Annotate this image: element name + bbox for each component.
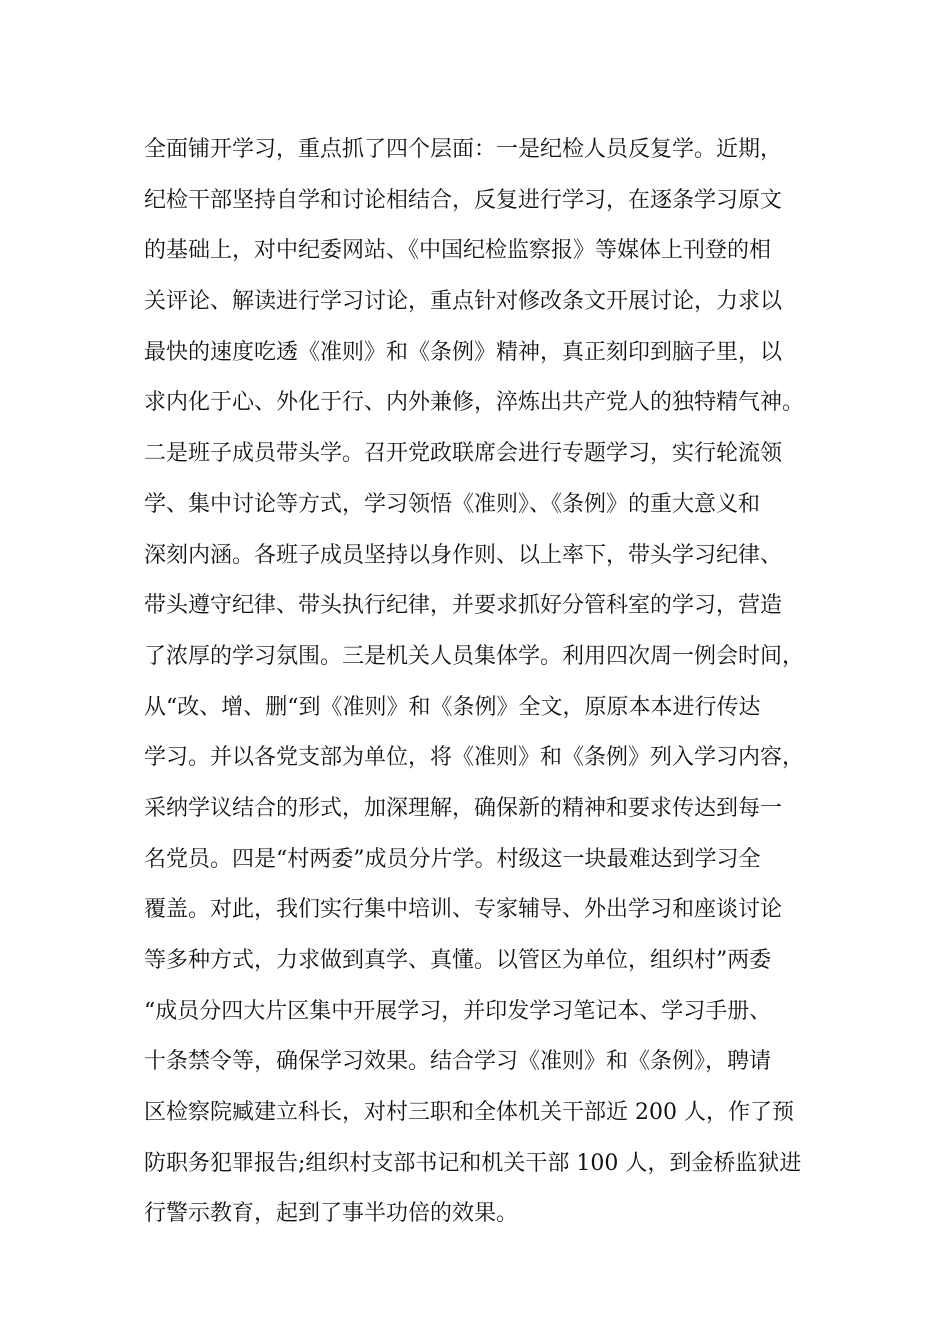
text-line-2: 纪检干部坚持自学和讨论相结合，反复进行学习，在逐条学习原文 <box>144 187 783 213</box>
text-line-11: 了浓厚的学习氛围。三是机关人员集体学。利用四次周一例会时间， <box>144 643 805 669</box>
text-line-9: 深刻内涵。各班子成员坚持以身作则、以上率下，带头学习纪律、 <box>144 542 783 568</box>
text-line-22: 行警示教育，起到了事半功倍的效果。 <box>144 1201 519 1227</box>
text-line-10: 带头遵守纪律、带头执行纪律，并要求抓好分管科室的学习，营造 <box>144 593 783 619</box>
text-line-3: 的基础上，对中纪委网站、《中国纪检监察报》等媒体上刊登的相 <box>144 238 772 264</box>
text-line-21: 防职务犯罪报告;组织村支部书记和机关干部 100 人，到金桥监狱进 <box>144 1150 802 1176</box>
text-line-8: 学、集中讨论等方式，学习领悟《准则》、《条例》的重大意义和 <box>144 491 761 517</box>
text-line-12: 从“改、增、删“到《准则》和《条例》全文，原原本本进行传达 <box>144 694 761 720</box>
body-paragraph <box>144 130 834 1245</box>
text-line-4: 关评论、解读进行学习讨论，重点针对修改条文开展讨论，力求以 <box>144 289 783 315</box>
text-line-16: 覆盖。对此，我们实行集中培训、专家辅导、外出学习和座谈讨论 <box>144 897 783 923</box>
text-line-17: 等多种方式，力求做到真学、真懂。以管区为单位，组织村”两委 <box>144 948 772 973</box>
text-line-18: “成员分四大片区集中开展学习，并印发学习笔记本、学习手册、 <box>144 998 772 1024</box>
text-line-13: 学习。并以各党支部为单位，将《准则》和《条例》列入学习内容， <box>144 745 805 771</box>
text-line-5: 最快的速度吃透《准则》和《条例》精神，真正刻印到脑子里，以 <box>144 339 783 365</box>
text-line-19: 十条禁令等，确保学习效果。结合学习《准则》和《条例》，聘请 <box>144 1049 772 1075</box>
text-line-1: 全面铺开学习，重点抓了四个层面：一是纪检人员反复学。近期， <box>144 137 783 162</box>
text-line-20: 区检察院臧建立科长，对村三职和全体机关干部近 200 人，作了预 <box>144 1100 794 1126</box>
text-line-15: 名党员。四是“村两委”成员分片学。村级这一块最难达到学习全 <box>144 846 761 872</box>
text-line-14: 采纳学议结合的形式，加深理解，确保新的精神和要求传达到每一 <box>144 795 783 821</box>
text-line-6: 求内化于心、外化于行、内外兼修，淬炼出共产党人的独特精气神。 <box>144 390 805 416</box>
text-line-7: 二是班子成员带头学。召开党政联席会进行专题学习，实行轮流领 <box>144 441 783 467</box>
